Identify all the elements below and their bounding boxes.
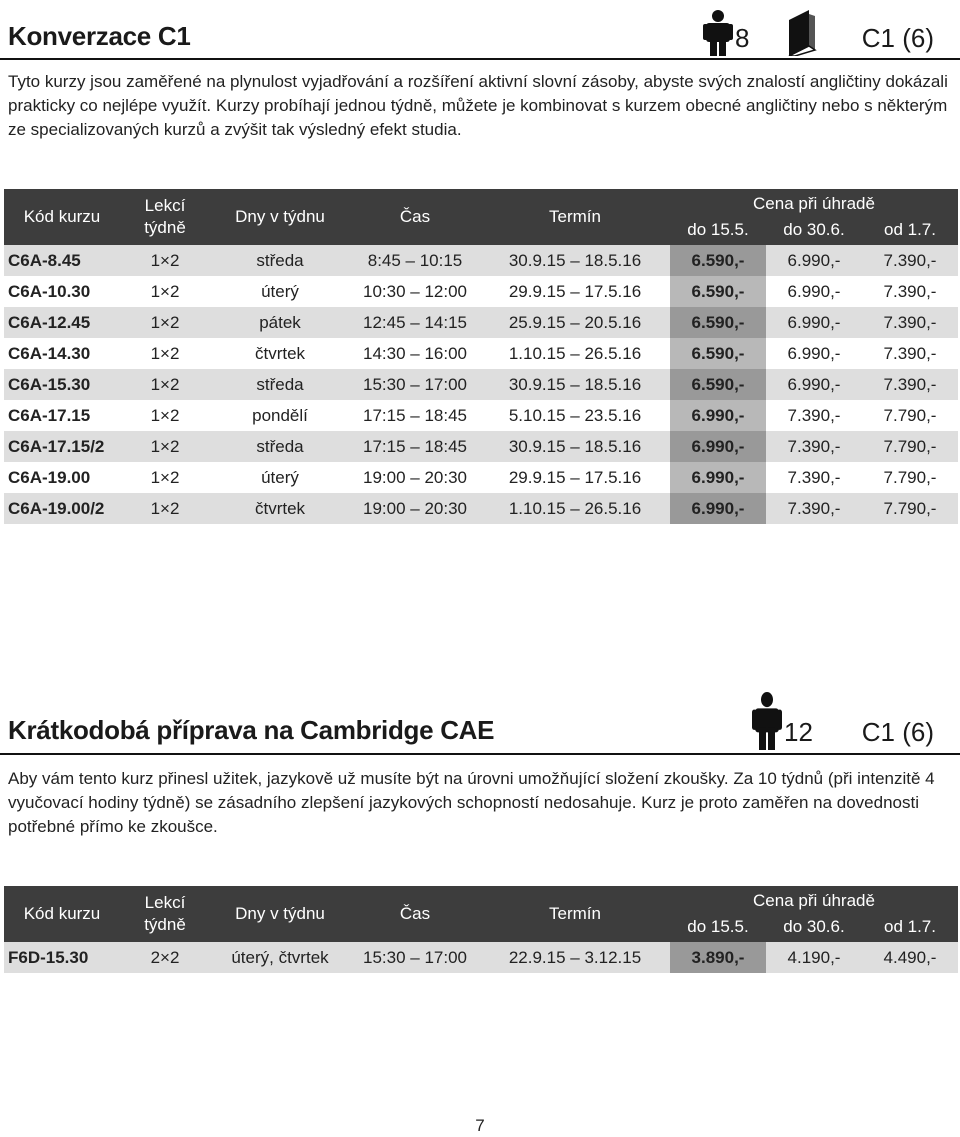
cell-p2: 6.990,- [766, 307, 862, 338]
cell-lessons: 1×2 [120, 307, 210, 338]
cell-p1: 3.890,- [670, 942, 766, 973]
cell-days: středa [210, 369, 350, 400]
cell-p3: 7.390,- [862, 369, 958, 400]
cell-code: C6A-17.15/2 [4, 431, 120, 462]
section1-description: Tyto kurzy jsou zaměřené na plynulost vyjadřování a rozšíření aktivní slovní zásoby, abyste svých znalostí angličtiny dokázali prakticky co nejlépe využít. Kurzy probíhají jednou týdně, můžete je kombinovat s kurzem obecné angličtiny nebo s některým ze specializovaných kurzů a zvýšit tak výsledný efekt studia. [8, 72, 948, 139]
cell-time: 14:30 – 16:00 [363, 343, 467, 363]
cell-code: C6A-14.30 [8, 343, 91, 363]
cell-time: 10:30 – 12:00 [363, 281, 467, 301]
cell-code: C6A-12.45 [4, 307, 120, 338]
cell-lessons: 1×2 [150, 281, 180, 301]
table-row [4, 307, 958, 338]
table-row [4, 400, 958, 431]
cell-p1: 6.590,- [670, 369, 766, 400]
cell-code: C6A-17.15 [8, 405, 91, 425]
cell-p3: 7.390,- [883, 281, 937, 301]
section2-participants: 12 [784, 717, 813, 747]
cell-p2: 6.990,- [766, 369, 862, 400]
table-row [4, 245, 958, 276]
cell-term: 1.10.15 – 26.5.16 [480, 493, 670, 524]
section1-header [0, 10, 960, 56]
cell-p1: 6.990,- [670, 400, 766, 431]
section1-table [4, 189, 958, 524]
cell-term: 1.10.15 – 26.5.16 [508, 343, 642, 363]
section2-header [0, 704, 960, 750]
cell-term: 5.10.15 – 23.5.16 [508, 405, 642, 425]
cell-p2: 7.390,- [787, 467, 841, 487]
cell-days: pondělí [252, 405, 308, 425]
section1-participants: 8 [735, 23, 750, 53]
cell-p3: 7.790,- [862, 493, 958, 524]
col-header-price-3: od 1.7. [884, 220, 936, 239]
cell-p2: 7.390,- [787, 405, 841, 425]
person-icon [752, 692, 782, 750]
cell-p3: 4.490,- [862, 942, 958, 973]
col-header-time: Čas [399, 904, 431, 923]
table-row [4, 276, 958, 307]
cell-code: C6A-19.00/2 [4, 493, 120, 524]
cell-p3: 7.390,- [862, 245, 958, 276]
cell-p2: 7.390,- [766, 431, 862, 462]
cell-code: C6A-8.45 [4, 245, 120, 276]
cell-time: 19:00 – 20:30 [350, 493, 480, 524]
cell-time: 17:15 – 18:45 [363, 405, 467, 425]
cell-time: 8:45 – 10:15 [350, 245, 480, 276]
col-header-lessons: Lekcí týdně [144, 893, 186, 934]
section1-table-body [4, 245, 958, 524]
cell-term: 29.9.15 – 17.5.16 [508, 281, 642, 301]
person-icon [703, 10, 733, 56]
cell-p1: 6.590,- [670, 338, 766, 369]
col-header-price-2: do 30.6. [783, 917, 845, 936]
section1-level: C1 (6) [861, 23, 934, 53]
col-header-code: Kód kurzu [23, 904, 101, 923]
cell-code: C6A-19.00 [8, 467, 91, 487]
cell-p2: 4.190,- [766, 942, 862, 973]
cell-p3: 7.390,- [883, 343, 937, 363]
section1-rule [0, 58, 960, 60]
cell-days: pátek [210, 307, 350, 338]
col-header-price-1: do 15.5. [687, 220, 749, 239]
table-row [4, 369, 958, 400]
cell-days: středa [210, 431, 350, 462]
cell-term: 22.9.15 – 3.12.15 [480, 942, 670, 973]
cell-code: F6D-15.30 [4, 942, 120, 973]
page-number: 7 [475, 1116, 485, 1135]
cell-code: C6A-15.30 [4, 369, 120, 400]
cell-lessons: 1×2 [150, 405, 180, 425]
cell-p3: 7.790,- [883, 467, 937, 487]
col-header-price-3: od 1.7. [884, 917, 936, 936]
cell-p2: 7.390,- [766, 493, 862, 524]
cell-p2: 6.990,- [766, 245, 862, 276]
col-header-price-1: do 15.5. [687, 917, 749, 936]
cell-p3: 7.790,- [883, 405, 937, 425]
cell-time: 15:30 – 17:00 [350, 369, 480, 400]
col-header-term: Termín [549, 904, 601, 923]
cell-days: středa [210, 245, 350, 276]
cell-term: 30.9.15 – 18.5.16 [480, 369, 670, 400]
cell-p1: 6.590,- [670, 245, 766, 276]
cell-p3: 7.390,- [862, 307, 958, 338]
section2-title: Krátkodobá příprava na Cambridge CAE [8, 715, 495, 745]
table-row [4, 338, 958, 369]
cell-p2: 6.990,- [787, 281, 841, 301]
table-row [4, 493, 958, 524]
cell-lessons: 1×2 [120, 369, 210, 400]
table-row [4, 462, 958, 493]
col-header-code: Kód kurzu [23, 207, 101, 226]
col-header-term: Termín [549, 207, 601, 226]
cell-p3: 7.790,- [862, 431, 958, 462]
section2-table-body [4, 942, 958, 973]
cell-term: 29.9.15 – 17.5.16 [508, 467, 642, 487]
cell-p1: 6.990,- [670, 431, 766, 462]
book-icon [785, 10, 817, 56]
cell-lessons: 1×2 [120, 245, 210, 276]
cell-p2: 6.990,- [787, 343, 841, 363]
cell-p1: 6.990,- [670, 493, 766, 524]
cell-days: čtvrtek [254, 343, 306, 363]
cell-lessons: 2×2 [120, 942, 210, 973]
col-header-lessons: Lekcí týdně [144, 196, 186, 237]
section2-table [4, 886, 958, 973]
cell-time: 12:45 – 14:15 [350, 307, 480, 338]
cell-time: 17:15 – 18:45 [350, 431, 480, 462]
col-header-days: Dny v týdnu [235, 207, 325, 226]
cell-time: 19:00 – 20:30 [363, 467, 467, 487]
cell-term: 30.9.15 – 18.5.16 [480, 245, 670, 276]
table-row [4, 431, 958, 462]
cell-p1: 6.990,- [670, 462, 766, 493]
cell-p1: 6.590,- [670, 307, 766, 338]
cell-lessons: 1×2 [120, 493, 210, 524]
cell-days: úterý, čtvrtek [210, 942, 350, 973]
cell-days: úterý [261, 281, 299, 301]
cell-code: C6A-10.30 [8, 281, 91, 301]
col-header-price: Cena při úhradě [753, 891, 875, 910]
section2-level: C1 (6) [861, 717, 934, 747]
cell-lessons: 1×2 [120, 431, 210, 462]
cell-time: 15:30 – 17:00 [350, 942, 480, 973]
col-header-days: Dny v týdnu [235, 904, 325, 923]
col-header-price-2: do 30.6. [783, 220, 845, 239]
section2-description: Aby vám tento kurz přinesl užitek, jazykově už musíte být na úrovni umožňující složení zkoušky. Za 10 týdnů (při intenzitě 4 vyučovací hodiny týdně) se zásadního zlepšení jazykových schopností nedosahuje. Kurz je proto zaměřen na dovednosti potřebné přímo ke zkoušce. [8, 769, 935, 836]
cell-days: úterý [261, 467, 299, 487]
cell-p1: 6.590,- [670, 276, 766, 307]
col-header-price: Cena při úhradě [753, 194, 875, 213]
cell-lessons: 1×2 [150, 467, 180, 487]
col-header-time: Čas [399, 207, 431, 226]
cell-lessons: 1×2 [150, 343, 180, 363]
section1-title: Konverzace C1 [8, 21, 191, 51]
cell-term: 25.9.15 – 20.5.16 [480, 307, 670, 338]
cell-term: 30.9.15 – 18.5.16 [480, 431, 670, 462]
table-row [4, 942, 958, 973]
cell-days: čtvrtek [210, 493, 350, 524]
section2-rule [0, 753, 960, 755]
